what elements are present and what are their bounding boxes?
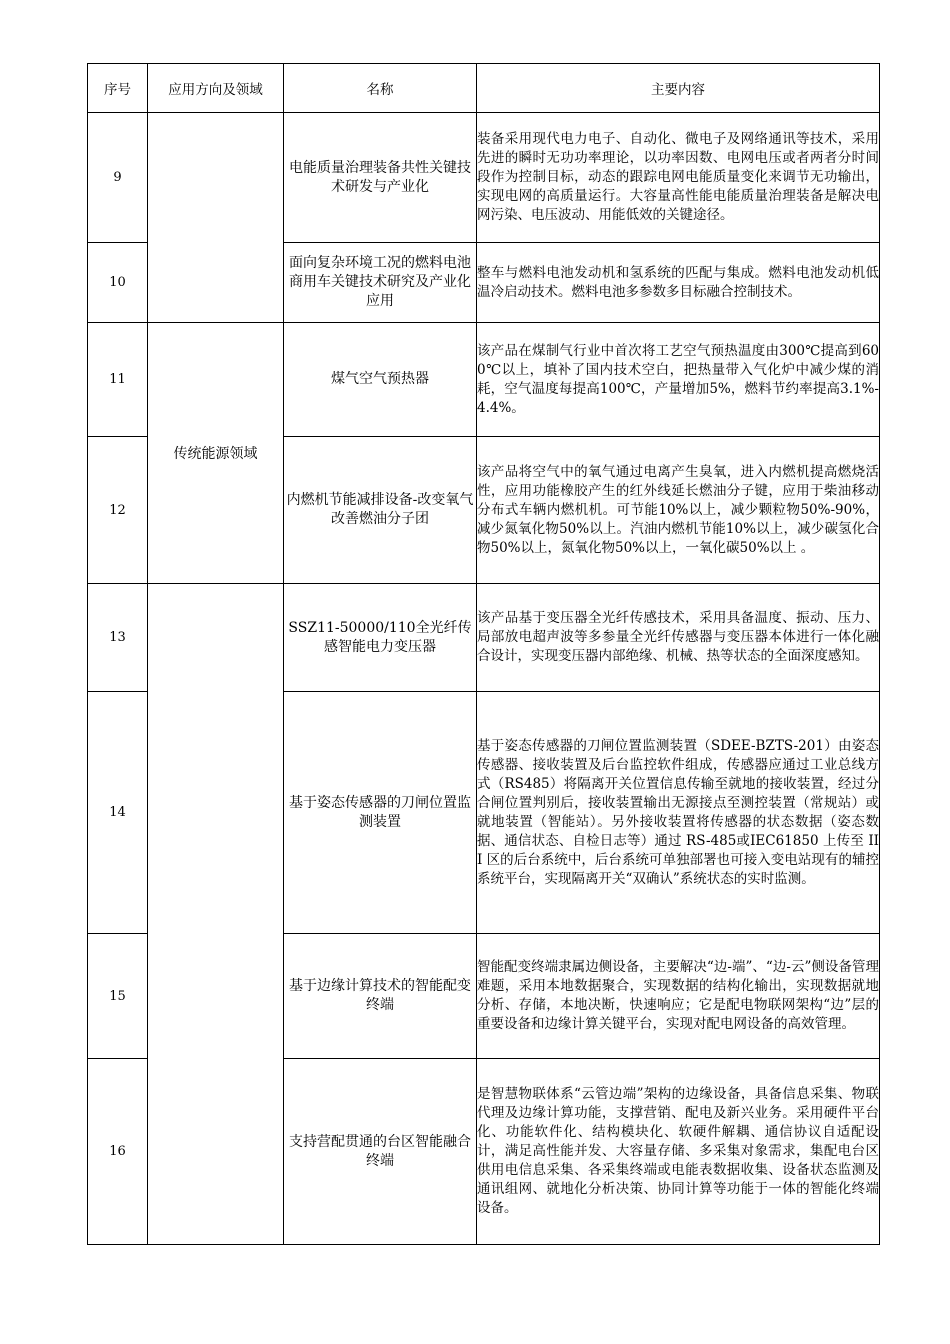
row-index: 11 bbox=[88, 323, 148, 437]
row-content: 基于姿态传感器的刀闸位置监测装置（SDEE-BZTS-201）由姿态传感器、接收装置及后台监控软件组成，传感器应通过工业总线方式（RS485）将隔离开关位置信息传输至就地的接收装置，经过分合闸位置判别后，接收装置输出无源接点至测控装置（常规站）或就地装置（智能站）。另外接收装置将传感器的状态数据（姿态数据、通信状态、自检日志等）通过 RS-485或IEC61850 上传至 III 区的后台系统中，后台系统可单独部署也可接入变电站现有的辅控系统平台，实现隔离开关“双确认”系统状态的实时监测。 bbox=[477, 692, 880, 934]
row-index: 13 bbox=[88, 584, 148, 692]
header-content: 主要内容 bbox=[477, 64, 880, 113]
field-cell bbox=[148, 584, 284, 1245]
row-name: 内燃机节能减排设备-改变氧气改善燃油分子团 bbox=[284, 437, 477, 584]
header-name: 名称 bbox=[284, 64, 477, 113]
header-field: 应用方向及领域 bbox=[148, 64, 284, 113]
project-table bbox=[87, 63, 880, 1245]
row-name: 基于姿态传感器的刀闸位置监测装置 bbox=[284, 692, 477, 934]
row-content: 该产品在煤制气行业中首次将工艺空气预热温度由300℃提高到600℃以上，填补了国内技术空白，把热量带入气化炉中减少煤的消耗，空气温度每提高100℃，产量增加5%，燃料节约率提高3.1%-4.4%。 bbox=[477, 323, 880, 437]
row-content: 智能配变终端隶属边侧设备，主要解决“边-端”、“边-云”侧设备管理难题，采用本地数据聚合，实现数据的结构化输出，实现数据就地分析、存储，本地决断，快速响应；它是配电物联网架构“边”层的重要设备和边缘计算关键平台，实现对配电网设备的高效管理。 bbox=[477, 934, 880, 1059]
header-index: 序号 bbox=[88, 64, 148, 113]
row-content: 该产品基于变压器全光纤传感技术，采用具备温度、振动、压力、局部放电超声波等多参量全光纤传感器与变压器本体进行一体化融合设计，实现变压器内部绝缘、机械、热等状态的全面深度感知。 bbox=[477, 584, 880, 692]
row-index: 15 bbox=[88, 934, 148, 1059]
table-row bbox=[88, 113, 880, 243]
row-name: 基于边缘计算技术的智能配变终端 bbox=[284, 934, 477, 1059]
row-index: 9 bbox=[88, 113, 148, 243]
row-content: 装备采用现代电力电子、自动化、微电子及网络通讯等技术，采用先进的瞬时无功功率理论，以功率因数、电网电压或者两者分时间段作为控制目标，动态的跟踪电网电能质量变化来调节无功输出，实现电网的高质量运行。大容量高性能电能质量治理装备是解决电网污染、电压波动、用能低效的关键途径。 bbox=[477, 113, 880, 243]
table-header-row bbox=[88, 64, 880, 113]
field-cell: 传统能源领域 bbox=[148, 323, 284, 584]
row-index: 16 bbox=[88, 1059, 148, 1245]
table-row bbox=[88, 323, 880, 437]
row-name: 支持营配贯通的台区智能融合终端 bbox=[284, 1059, 477, 1245]
row-name: 煤气空气预热器 bbox=[284, 323, 477, 437]
row-index: 10 bbox=[88, 243, 148, 323]
field-cell bbox=[148, 113, 284, 323]
row-name: SSZ11-50000/110全光纤传感智能电力变压器 bbox=[284, 584, 477, 692]
table-row bbox=[88, 584, 880, 692]
row-content: 该产品将空气中的氧气通过电离产生臭氧，进入内燃机提高燃烧活性，应用功能橡胶产生的红外线延长燃油分子键，应用于柴油移动分布式车辆内燃机机。可节能10%以上，减少颗粒物50%-90%，减少氮氧化物50%以上。汽油内燃机节能10%以上，减少碳氢化合物50%以上，氮氧化物50%以上，一氧化碳50%以上 。 bbox=[477, 437, 880, 584]
row-name: 面向复杂环境工况的燃料电池商用车关键技术研究及产业化应用 bbox=[284, 243, 477, 323]
row-index: 14 bbox=[88, 692, 148, 934]
row-content: 整车与燃料电池发动机和氢系统的匹配与集成。燃料电池发动机低温冷启动技术。燃料电池多参数多目标融合控制技术。 bbox=[477, 243, 880, 323]
row-name: 电能质量治理装备共性关键技术研发与产业化 bbox=[284, 113, 477, 243]
row-index: 12 bbox=[88, 437, 148, 584]
row-content: 是智慧物联体系“云管边端”架构的边缘设备，具备信息采集、物联代理及边缘计算功能，支撑营销、配电及新兴业务。采用硬件平台化、功能软件化、结构模块化、软硬件解耦、通信协议自适配设计，满足高性能并发、大容量存储、多采集对象需求，集配电台区供用电信息采集、各采集终端或电能表数据收集、设备状态监测及通讯组网、就地化分析决策、协同计算等功能于一体的智能化终端设备。 bbox=[477, 1059, 880, 1245]
